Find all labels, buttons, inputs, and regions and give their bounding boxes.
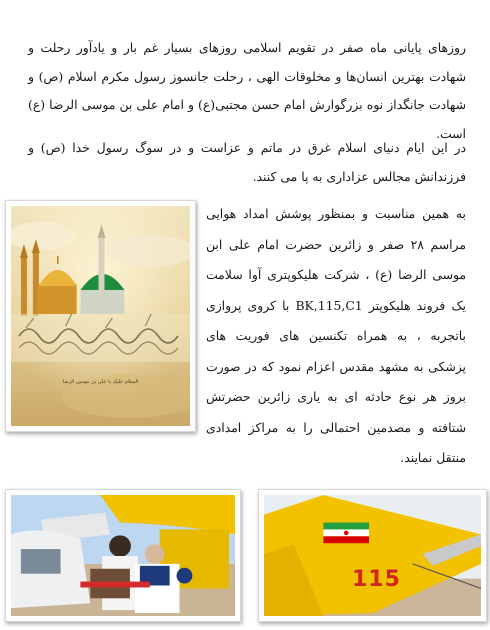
paragraph-helicopter-mission: به همین مناسبت و بمنظور پوشش امداد هوایی مراسم ۲۸ صفر و زائرین حضرت امام علی ابن موسی الرضا (ع) ، شرکت هلیکوپتری آوا سلامت یک فروند هلیکوپتر BK,115,C1 با کروی پروازی باتجربه ، به همراه تکنسین های فوریت های پزشکی به مشهد مقدس اعزام نمود که در صورت بروز هر نوع حادثه ای به یاری زائرین حضرتش شتافته و مصدمین احتمالی را به مراکز امدادی منتقل نمایند.: [206, 206, 466, 465]
helicopter-photo: [258, 489, 487, 622]
shrine-illustration-icon: [11, 206, 190, 426]
helicopter-photo-icon: [264, 495, 481, 616]
shrine-caption: السلام علیک یا علی بن موسی الرضا: [62, 379, 139, 385]
shrine-image: [5, 200, 196, 432]
medics-photo: [5, 489, 241, 622]
medical-team-photo-icon: [11, 495, 235, 616]
paragraph-intro: روزهای پایانی ماه صفر در تقویم اسلامی روزهای بسیار غم بار و یادآور رحلت و شهادت بهترین انسان‌ها و مخلوقات الهی ، رحلت جانسوز رسول مکرم اسلام (ص) و شهادت جانگداز نوه بزرگوارش امام حسن مجتبی(ع) و امام علی بن موسی الرضا (ع) است.: [28, 40, 466, 141]
tail-number: 115: [352, 567, 401, 592]
paragraph-mourning: در این ایام دنیای اسلام غرق در ماتم و عزاست و در سوگ رسول خدا (ص) و فرزندانش مجالس عزاداری به پا می کنند.: [28, 140, 466, 184]
